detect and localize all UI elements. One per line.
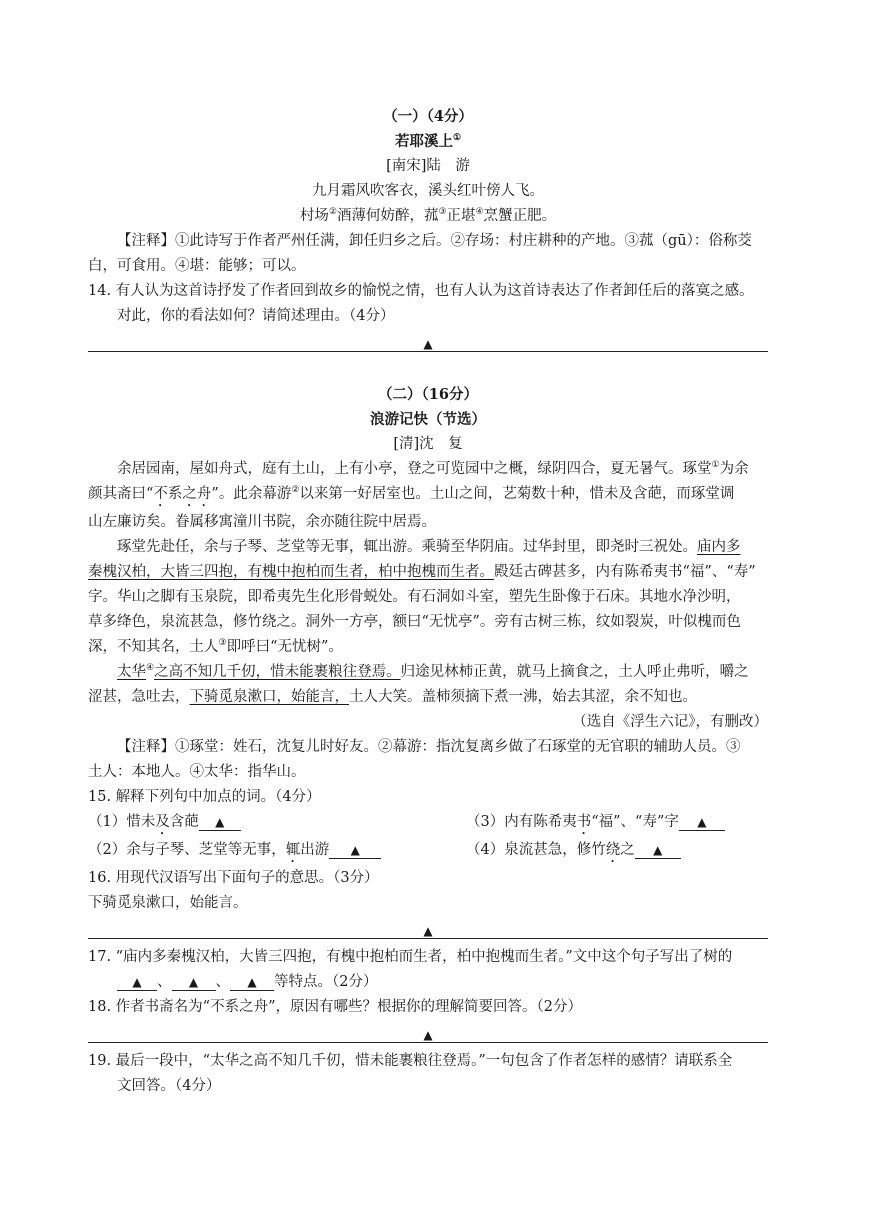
note-mark: ① bbox=[711, 460, 720, 471]
poem-text: 正堪 bbox=[446, 208, 476, 224]
answer-triangle-icon: ▲ bbox=[132, 975, 142, 989]
text: 为余 bbox=[719, 461, 749, 477]
dotted-char: 书 bbox=[576, 814, 592, 830]
paragraph-2-line3: 字。华山之脚有玉泉院，即希夷先生化形骨蜕处。有石洞如斗室，塑先生卧像于石床。其地水净沙明， bbox=[88, 589, 741, 605]
answer-blank-17-1[interactable] bbox=[117, 974, 157, 991]
note-mark: ③ bbox=[218, 638, 227, 649]
essay-title: 浪游记快（节选） bbox=[370, 411, 486, 428]
question-16: 16. 用现代汉语写出下面句子的意思。（3分） bbox=[88, 870, 379, 886]
question-14-line1: 14. 有人认为这首诗抒发了作者回到故乡的愉悦之情，也有人认为这首诗表达了作者卸任后的落寞之感。 bbox=[88, 283, 754, 299]
underlined-text: 下骑觅泉漱口，始能言， bbox=[189, 689, 349, 705]
text: 归途见林柿正黄，就马上摘食之，土人呼止弗听，嚼之 bbox=[400, 664, 749, 680]
separator: 、 bbox=[215, 974, 230, 990]
part2-notes-line2: 土人：本地人。④太华：指华山。 bbox=[88, 764, 306, 780]
underlined-text: 之高不知几千仞，惜未能裹粮往登焉。 bbox=[154, 664, 401, 680]
poem-line-2 bbox=[88, 204, 768, 229]
question-15: 15. 解释下列句中加点的词。（4分） bbox=[88, 789, 321, 805]
question-15-item2 bbox=[88, 838, 466, 866]
text: 以来第一好居室也。土山之间，艺菊数十种，惜未及含葩，而琢堂调 bbox=[299, 486, 735, 502]
part2-heading: （二）（16分） bbox=[378, 386, 478, 403]
question-17-line2 bbox=[88, 970, 768, 995]
answer-triangle-icon: ▲ bbox=[653, 843, 663, 857]
answer-triangle-icon: ▲ bbox=[215, 815, 225, 829]
underlined-text: 庙内多 bbox=[697, 539, 741, 555]
dotted-char: 舟 bbox=[196, 486, 212, 502]
paragraph-1-line2 bbox=[88, 482, 768, 510]
answer-blank-17-3[interactable] bbox=[230, 974, 274, 991]
paragraph-2-line4: 草多绛色，泉流甚急，修竹绕之。洞外一方亭，额曰“无忧亭”。旁有古树三栋，纹如裂炭，叶似槐而色 bbox=[88, 614, 741, 630]
paragraph-2-line2 bbox=[88, 560, 768, 585]
poem-author: [南宋]陆 游 bbox=[386, 158, 470, 174]
exam-page bbox=[88, 100, 768, 1099]
paragraph-3-line1 bbox=[88, 660, 768, 685]
dotted-char: 及 bbox=[155, 814, 170, 830]
answer-line-14[interactable] bbox=[88, 337, 768, 352]
paragraph-2-line1 bbox=[88, 535, 768, 560]
note-mark: ② bbox=[328, 207, 337, 218]
answer-triangle-icon: ▲ bbox=[423, 337, 433, 351]
note-mark: ④ bbox=[146, 663, 155, 674]
answer-blank-15-1[interactable] bbox=[199, 814, 241, 831]
text: “福”、“寿”字 bbox=[591, 814, 679, 830]
question-15-row1 bbox=[88, 810, 768, 838]
essay-author: [清]沈 复 bbox=[393, 436, 463, 452]
poem-title-text: 若耶溪上 bbox=[394, 133, 453, 150]
question-16-sentence: 下骑觅泉漱口，始能言。 bbox=[88, 895, 248, 911]
question-15-item4 bbox=[466, 838, 681, 866]
text: 深，不知其名，土人 bbox=[88, 639, 219, 655]
source-citation: （选自《浮生六记》，有删改） bbox=[572, 714, 768, 730]
question-15-item3 bbox=[466, 810, 725, 838]
separator: 、 bbox=[157, 974, 172, 990]
paragraph-1-line3: 山左廉访矣。眷属移寓潼川书院，余亦随往院中居焉。 bbox=[88, 514, 436, 530]
text: （2）余与子琴、芝堂等无事， bbox=[88, 842, 286, 858]
text: 颜其斋曰“ bbox=[88, 486, 154, 502]
answer-triangle-icon: ▲ bbox=[247, 975, 257, 989]
poem-text: 烹蟹正肥。 bbox=[483, 208, 557, 224]
question-19-line1: 19. 最后一段中，“太华之高不知几千仞，惜未能裹粮往登焉。”一句包含了作者怎样的感情？请联系全 bbox=[88, 1053, 733, 1069]
poem-text: 村场 bbox=[299, 208, 329, 224]
dotted-char: 绕 bbox=[605, 842, 621, 858]
answer-blank-17-2[interactable] bbox=[172, 974, 216, 991]
answer-blank-15-2[interactable] bbox=[329, 842, 381, 859]
underlined-text: 秦槐汉柏，大皆三四抱，有槐中抱柏而生者，柏中抱槐而生者。 bbox=[88, 564, 494, 580]
text: 殿廷古碑甚多，内有陈希夷书“福”、“寿” bbox=[494, 564, 756, 580]
part1-heading: （一）（4分） bbox=[383, 108, 473, 125]
note-mark: ③ bbox=[438, 207, 447, 218]
dotted-char: 辄 bbox=[285, 842, 301, 858]
poem-line-1: 九月霜风吹客衣，溪头红叶傍人飞。 bbox=[312, 183, 544, 199]
text: 系 bbox=[167, 486, 183, 502]
answer-blank-15-3[interactable] bbox=[679, 814, 725, 831]
paragraph-3-line2 bbox=[88, 685, 768, 710]
answer-triangle-icon: ▲ bbox=[188, 975, 199, 989]
text: 涩甚，急吐去， bbox=[88, 689, 190, 705]
text: 土人大笑。盖柿须摘下煮一沸，始去其涩，余不知也。 bbox=[349, 689, 697, 705]
question-14-line2: 对此，你的看法如何？请简述理由。（4分） bbox=[117, 308, 395, 324]
text: （1）惜未 bbox=[88, 814, 156, 830]
part1-notes-line2: 白，可食用。④堪：能够；可以。 bbox=[88, 258, 306, 274]
question-17-line1: 17. “庙内多秦槐汉柏，大皆三四抱，有槐中抱柏而生者，柏中抱槐而生者。”文中这个句子写出了树的 bbox=[88, 949, 733, 965]
answer-triangle-icon: ▲ bbox=[350, 843, 360, 857]
underlined-text: 太华 bbox=[117, 664, 146, 680]
paragraph-1-line1 bbox=[88, 457, 768, 482]
question-15-item1 bbox=[88, 810, 466, 838]
note-mark: ② bbox=[291, 485, 300, 496]
answer-line-16[interactable] bbox=[88, 924, 768, 939]
answer-triangle-icon: ▲ bbox=[697, 815, 707, 829]
question-18: 18. 作者书斋名为“不系之舟”，原因有哪些？根据你的理解简要回答。（2分） bbox=[88, 999, 582, 1015]
text: 之 bbox=[620, 842, 635, 858]
title-note-mark: ① bbox=[452, 133, 462, 144]
text: 琢堂先赴任，余与子琴、芝堂等无事，辄出游。乘骑至华阴庙。过华封里，即尧时三祝处。 bbox=[117, 539, 697, 555]
answer-blank-15-4[interactable] bbox=[635, 842, 681, 859]
paragraph-2-line5 bbox=[88, 635, 768, 660]
text: 含葩 bbox=[169, 814, 199, 830]
text: 等特点。（2分） bbox=[274, 974, 378, 990]
part2-notes-line1: 【注释】①琢堂：姓石，沈复儿时好友。②幕游：指沈复离乡做了石琢堂的无官职的辅助人员。③ bbox=[117, 739, 741, 755]
dotted-char: 不 bbox=[153, 486, 168, 502]
text: （4）泉流甚急，修竹 bbox=[466, 842, 606, 858]
answer-triangle-icon: ▲ bbox=[423, 1028, 433, 1042]
part1-notes-line1: 【注释】①此诗写于作者严州任满，卸任归乡之后。②存场：村庄耕种的产地。③菰（gū）：俗称茭 bbox=[117, 233, 752, 249]
text: 余居园南，屋如舟式，庭有土山，上有小亭，登之可览园中之概，绿阴四合，夏无暑气。琢堂 bbox=[117, 461, 712, 477]
note-mark: ④ bbox=[475, 207, 484, 218]
dotted-char: 之 bbox=[182, 486, 197, 502]
answer-line-18[interactable] bbox=[88, 1028, 768, 1043]
text: 出游 bbox=[300, 842, 330, 858]
poem-text: 酒薄何妨醉，菰 bbox=[336, 208, 439, 224]
question-19-line2: 文回答。（4分） bbox=[117, 1078, 221, 1094]
text: 即呼曰“无忧树”。 bbox=[226, 639, 343, 655]
question-15-row2 bbox=[88, 838, 768, 866]
text: （3）内有陈希夷 bbox=[466, 814, 577, 830]
text: ”。此余幕游 bbox=[211, 486, 292, 502]
answer-triangle-icon: ▲ bbox=[423, 924, 433, 938]
poem-title bbox=[88, 129, 768, 154]
